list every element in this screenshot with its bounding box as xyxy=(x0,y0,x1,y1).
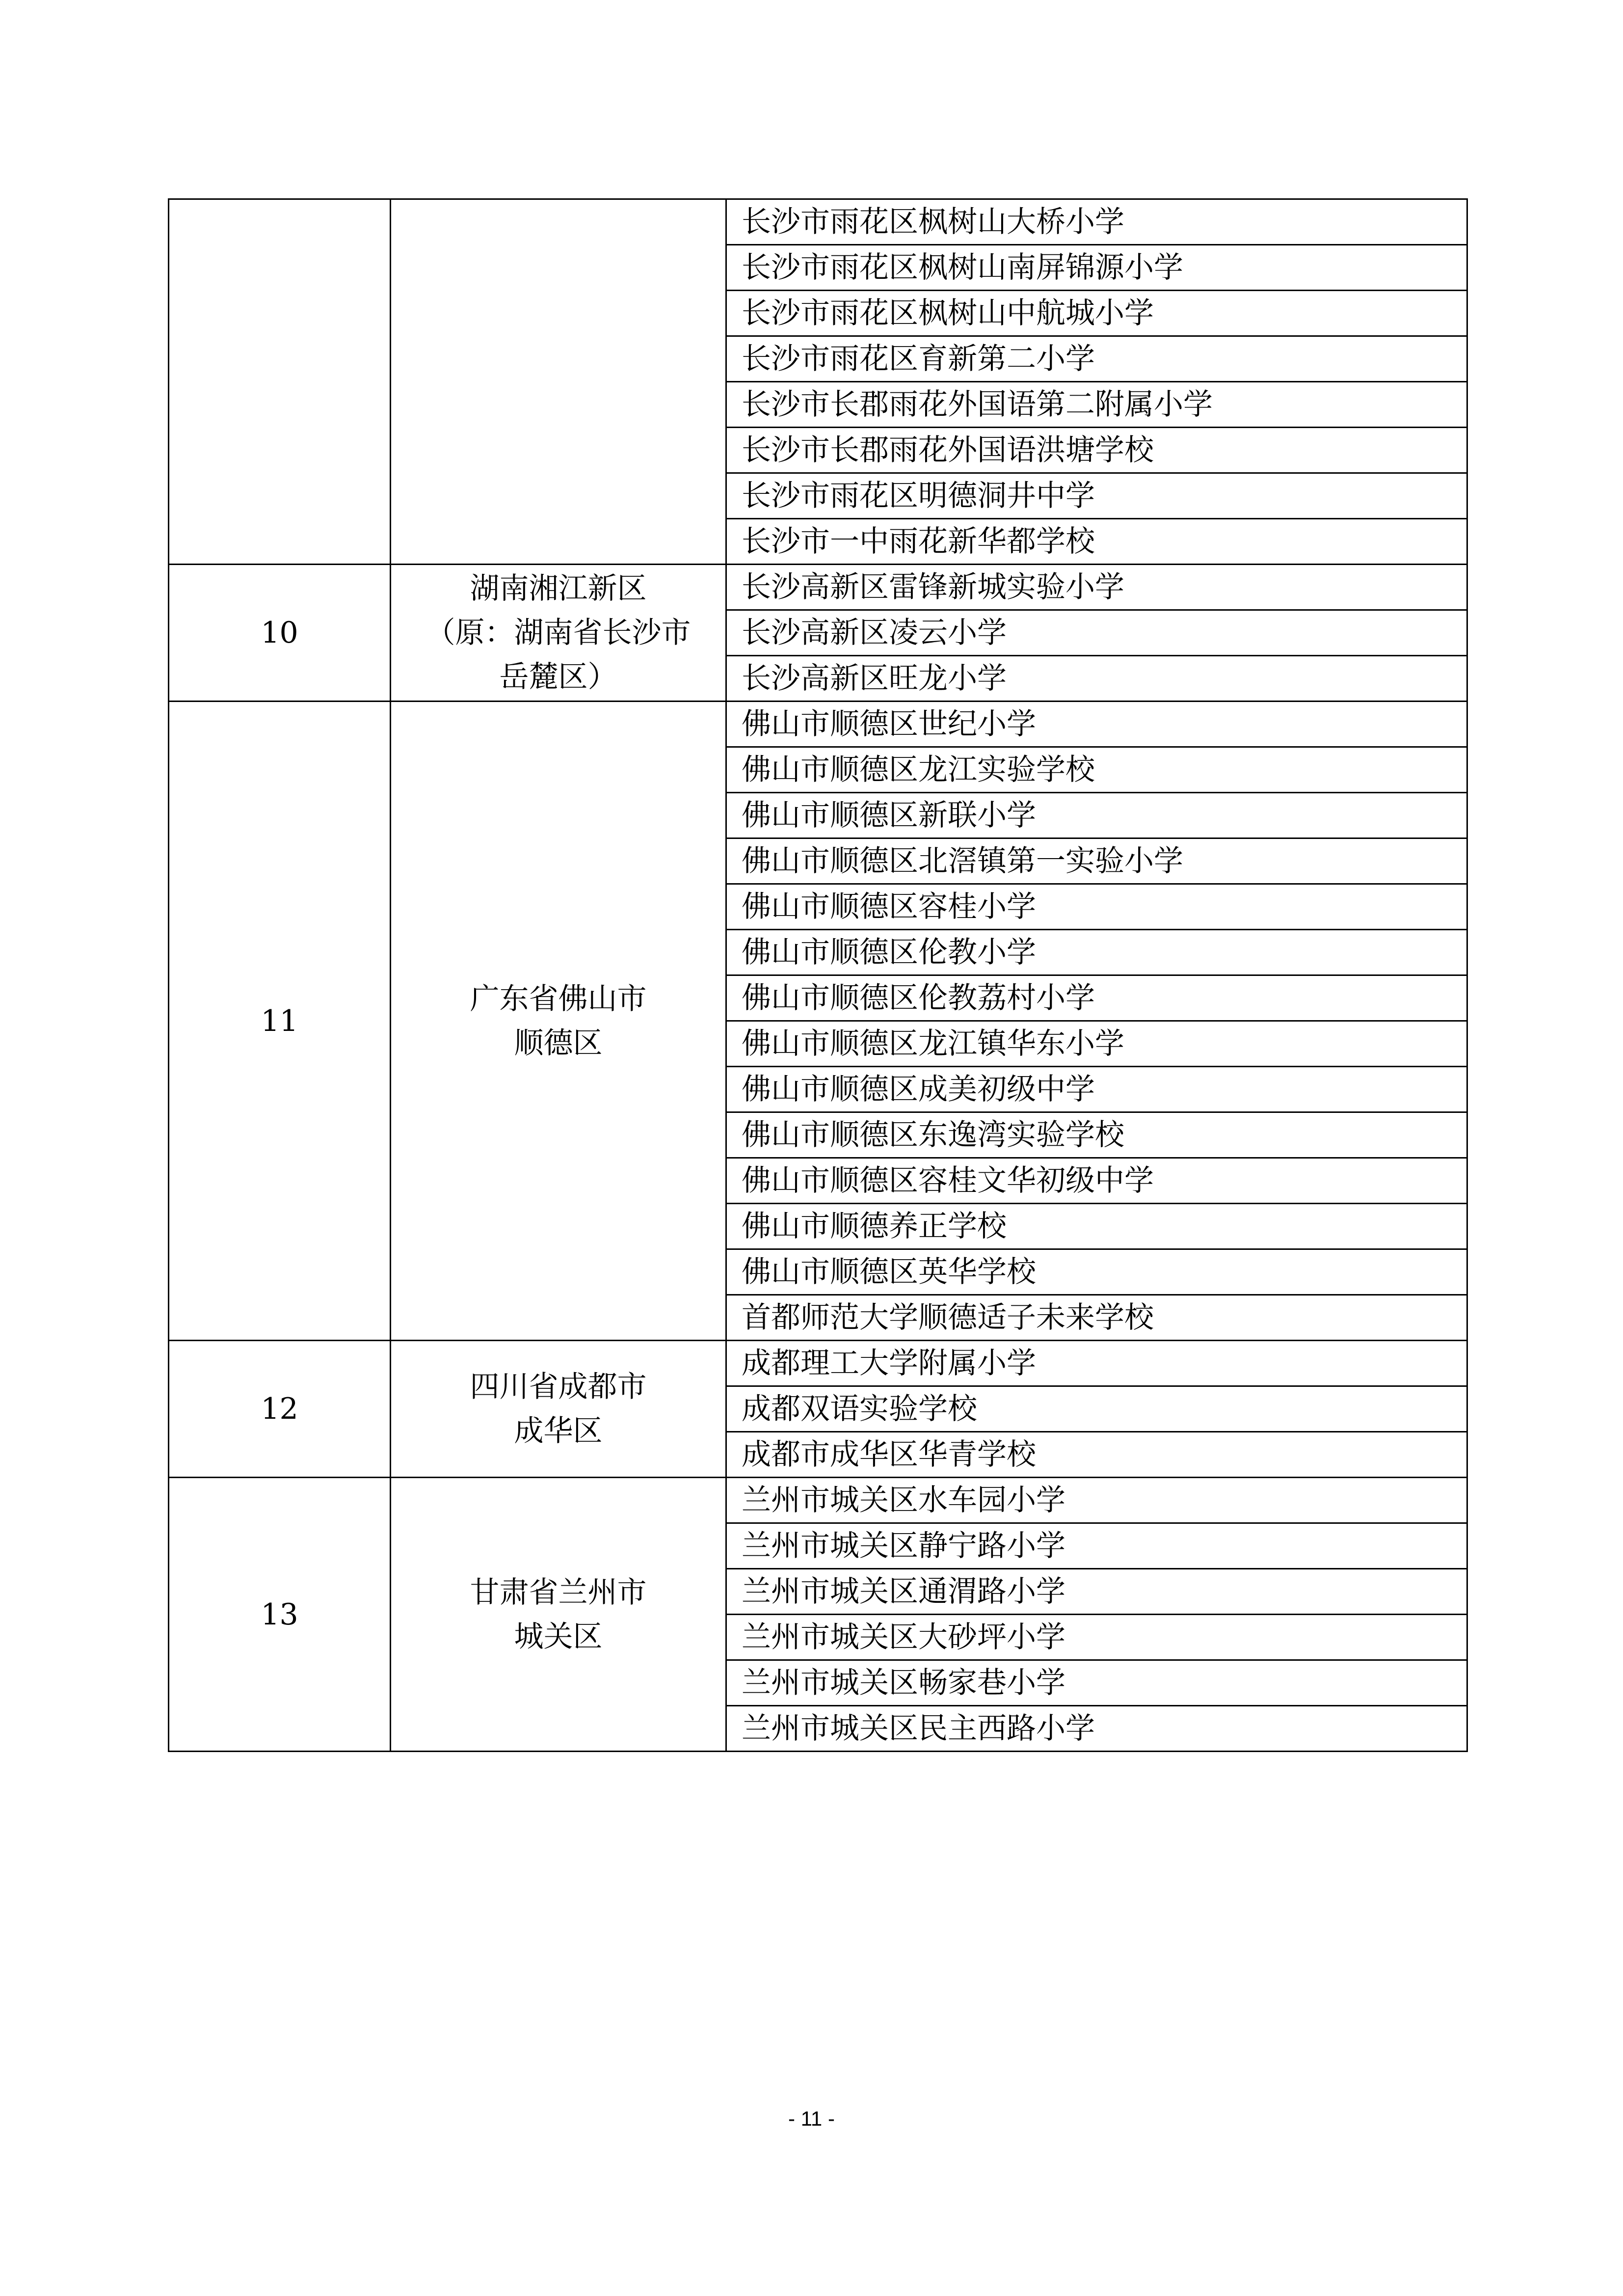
school-name: 佛山市顺德区世纪小学 xyxy=(726,702,1467,747)
region-line: 广东省佛山市 xyxy=(470,981,647,1016)
school-name: 佛山市顺德区新联小学 xyxy=(726,793,1467,838)
school-name: 长沙市长郡雨花外国语洪塘学校 xyxy=(726,428,1467,473)
region-cell xyxy=(391,199,726,565)
region-name xyxy=(391,1341,726,1478)
school-name: 兰州市城关区静宁路小学 xyxy=(726,1523,1467,1569)
group-number: 12 xyxy=(169,1341,391,1478)
school-name: 佛山市顺德区英华学校 xyxy=(726,1249,1467,1295)
school-name: 长沙市雨花区枫树山南屏锦源小学 xyxy=(726,245,1467,291)
page-number: - 11 - xyxy=(788,2107,835,2130)
region-line: 成华区 xyxy=(514,1414,603,1448)
school-name: 佛山市顺德区伦教小学 xyxy=(726,930,1467,975)
region-line: 湖南湘江新区 xyxy=(470,571,647,606)
school-name: 成都市成华区华青学校 xyxy=(726,1432,1467,1478)
table-row xyxy=(169,702,1467,747)
school-name: 佛山市顺德区成美初级中学 xyxy=(726,1067,1467,1112)
group-number: 11 xyxy=(169,702,391,1341)
region-name xyxy=(391,1478,726,1752)
school-name: 成都双语实验学校 xyxy=(726,1386,1467,1432)
table-row xyxy=(169,199,1467,245)
school-name: 兰州市城关区大砂坪小学 xyxy=(726,1615,1467,1660)
school-name: 成都理工大学附属小学 xyxy=(726,1341,1467,1386)
school-name: 佛山市顺德区东逸湾实验学校 xyxy=(726,1112,1467,1158)
school-name: 兰州市城关区民主西路小学 xyxy=(726,1706,1467,1752)
school-name: 长沙市长郡雨花外国语第二附属小学 xyxy=(726,382,1467,428)
table-body xyxy=(169,199,1467,1752)
school-name: 佛山市顺德区龙江镇华东小学 xyxy=(726,1021,1467,1067)
school-name: 佛山市顺德区伦教荔村小学 xyxy=(726,975,1467,1021)
school-name: 长沙市雨花区枫树山中航城小学 xyxy=(726,291,1467,336)
region-name xyxy=(391,565,726,702)
school-name: 佛山市顺德养正学校 xyxy=(726,1204,1467,1249)
group-number-cell xyxy=(169,199,391,565)
region-name xyxy=(391,702,726,1341)
region-line: （原：湖南省长沙市 xyxy=(426,616,691,650)
school-list-table xyxy=(168,198,1468,1752)
region-line: 顺德区 xyxy=(514,1026,603,1060)
school-name: 兰州市城关区畅家巷小学 xyxy=(726,1660,1467,1706)
school-name: 长沙高新区凌云小学 xyxy=(726,610,1467,656)
table-row xyxy=(169,1341,1467,1386)
school-name: 首都师范大学顺德适子未来学校 xyxy=(726,1295,1467,1341)
school-name: 兰州市城关区通渭路小学 xyxy=(726,1569,1467,1615)
school-name: 佛山市顺德区北滘镇第一实验小学 xyxy=(726,838,1467,884)
table-row xyxy=(169,1478,1467,1523)
table-row xyxy=(169,565,1467,610)
school-name: 佛山市顺德区容桂文华初级中学 xyxy=(726,1158,1467,1204)
group-number: 13 xyxy=(169,1478,391,1752)
region-line: 岳麓区） xyxy=(499,660,617,694)
school-name: 佛山市顺德区容桂小学 xyxy=(726,884,1467,930)
school-name: 长沙市雨花区明德洞井中学 xyxy=(726,473,1467,519)
school-name: 佛山市顺德区龙江实验学校 xyxy=(726,747,1467,793)
school-name: 长沙市一中雨花新华都学校 xyxy=(726,519,1467,565)
school-name: 长沙市雨花区育新第二小学 xyxy=(726,336,1467,382)
school-name: 长沙高新区雷锋新城实验小学 xyxy=(726,565,1467,610)
school-name: 长沙市雨花区枫树山大桥小学 xyxy=(726,199,1467,245)
region-line: 城关区 xyxy=(514,1619,603,1654)
region-line: 四川省成都市 xyxy=(470,1370,647,1404)
school-name: 长沙高新区旺龙小学 xyxy=(726,656,1467,702)
region-line: 甘肃省兰州市 xyxy=(470,1575,647,1610)
group-number: 10 xyxy=(169,565,391,702)
school-name: 兰州市城关区水车园小学 xyxy=(726,1478,1467,1523)
